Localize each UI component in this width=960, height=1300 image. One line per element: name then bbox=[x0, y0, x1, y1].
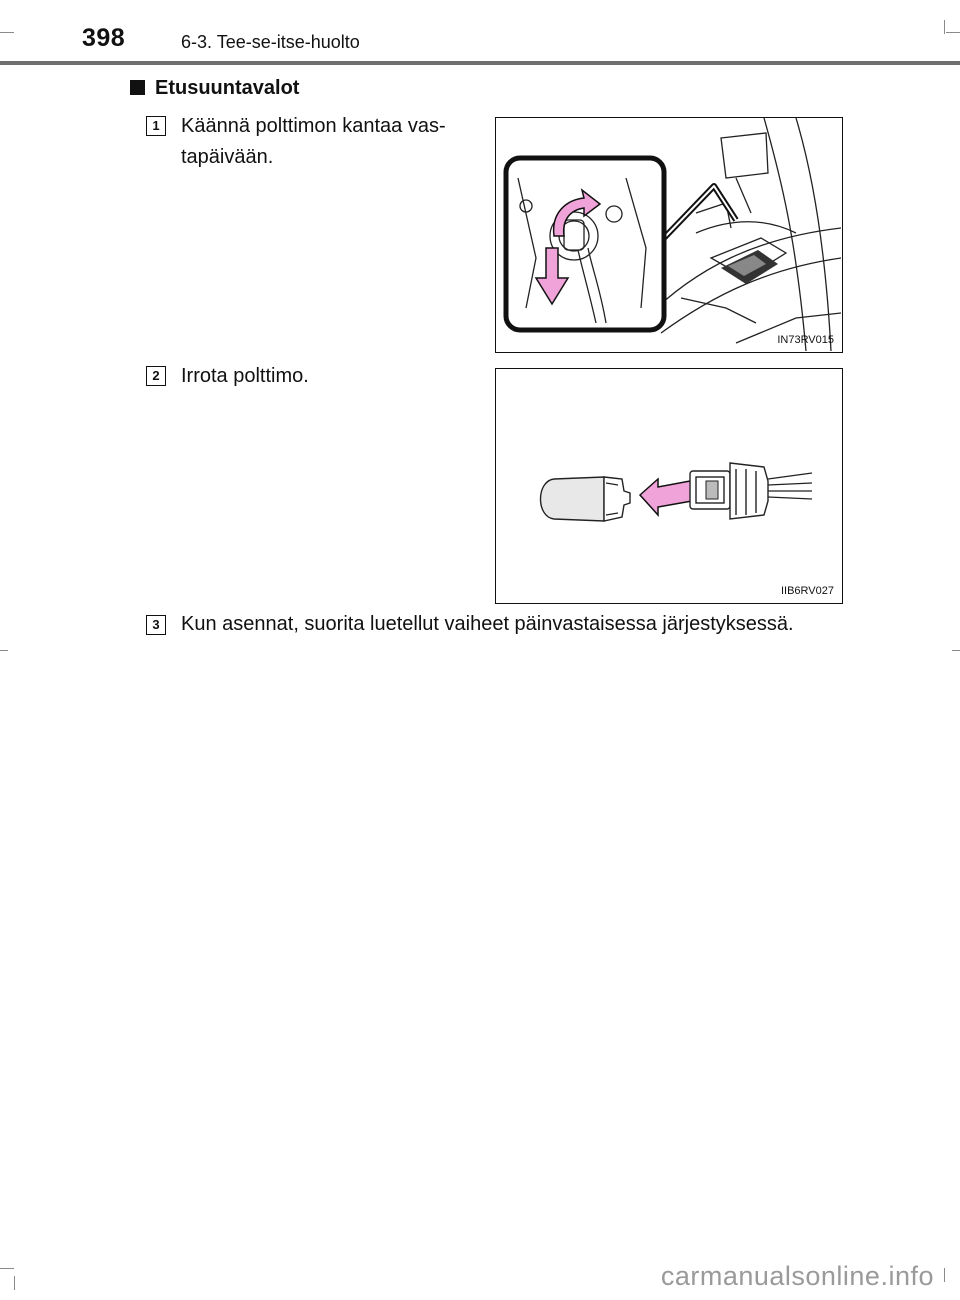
figure-code: IIB6RV027 bbox=[780, 585, 834, 597]
watermark: carmanualsonline.info bbox=[660, 1261, 934, 1291]
figure-socket-rotation bbox=[495, 117, 843, 353]
step-number-1: 1 bbox=[146, 116, 166, 136]
step-text-2: Irrota polttimo. bbox=[181, 365, 309, 387]
crop-mark bbox=[0, 1268, 14, 1269]
step-text-1 bbox=[181, 111, 491, 173]
section-heading bbox=[130, 77, 299, 100]
step-text-3: Kun asennat, suorita luetellut vaiheet päinvastaisessa järjestyksessä. bbox=[181, 613, 794, 635]
crop-mark bbox=[952, 650, 960, 651]
bulb-removal-illustration bbox=[496, 369, 841, 602]
square-bullet-icon bbox=[130, 80, 145, 95]
crop-mark bbox=[14, 1276, 15, 1290]
section-title: 6-3. Tee-se-itse-huolto bbox=[181, 32, 360, 52]
headlight-socket-illustration bbox=[496, 118, 841, 351]
step-1-line-1: Käännä polttimon kantaa vas- bbox=[181, 115, 446, 137]
crop-mark bbox=[944, 20, 945, 34]
step-number-3: 3 bbox=[146, 615, 166, 635]
page-number: 398 bbox=[82, 24, 126, 52]
header-divider bbox=[0, 61, 960, 65]
crop-mark bbox=[0, 650, 8, 651]
step-1-line-2: tapäivään. bbox=[181, 146, 274, 168]
step-number-2: 2 bbox=[146, 366, 166, 386]
section-heading-text: Etusuuntavalot bbox=[155, 77, 300, 99]
crop-mark bbox=[944, 1268, 945, 1282]
crop-mark bbox=[946, 32, 960, 33]
crop-mark bbox=[0, 32, 14, 33]
figure-code: IN73RV015 bbox=[777, 334, 834, 346]
figure-bulb-removal bbox=[495, 368, 843, 604]
